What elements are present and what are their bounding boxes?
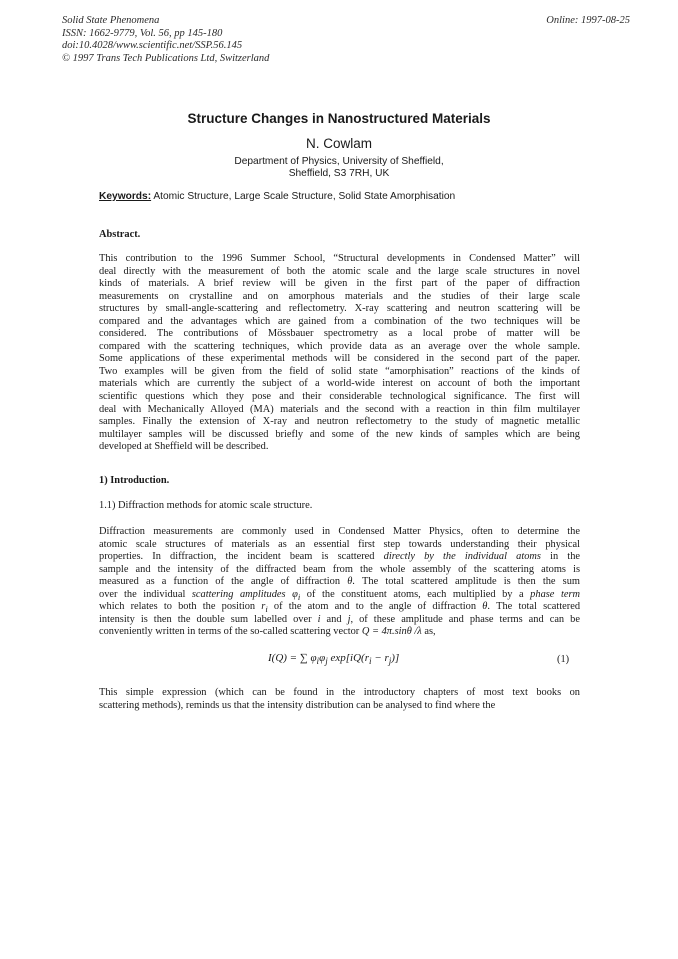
intro-subheading: 1.1) Diffraction methods for atomic scale structure. <box>99 500 313 511</box>
keywords <box>99 191 455 202</box>
text-line: considered. The contributions of Mössbauer spectrometry as a local probe of matter will be <box>99 328 580 340</box>
text-line: materials which are currently the subject of a world-wide interest on account of both the important <box>99 378 580 390</box>
text-line: measurements on crystalline and on amorphous materials and the studies of their large scale <box>99 290 580 302</box>
journal-info <box>62 15 269 65</box>
text-line: compared with the scattering techniques, which provide data as an average over the whole sample. <box>99 340 580 352</box>
text-line: which relates to both the position $r_i$ of the atom and to the angle of diffraction θ. The total scattered <box>99 601 581 615</box>
text-line: deal directly with the measurement of both the atomic scale and the large scale structures in novel <box>99 265 580 277</box>
equation-1: I(Q) = ∑ $\varphi_i\varphi_j$ $\exp[iQ(r_i - r_j)]$ <box>268 652 400 667</box>
text-line: developed at Sheffield will be described. <box>99 441 269 453</box>
affiliation-line: Department of Physics, University of Sheffield, <box>234 156 444 167</box>
journal-issn: ISSN: 1662-9779, Vol. 56, pp 145-180 <box>62 27 223 39</box>
text-line: This contribution to the 1996 Summer School, “Structural developments in Condensed Matter” will <box>99 253 580 264</box>
abstract-heading: Abstract. <box>99 229 141 240</box>
equation-number: (1) <box>557 654 570 665</box>
text-line: Diffraction measurements are commonly used in Condensed Matter Physics, often to determine the <box>99 526 580 537</box>
text-line: properties. In diffraction, the incident beam is scattered directly by the individual atoms in the <box>99 551 581 563</box>
text-line: kinds of materials. A brief review will be given in the first part of the paper of diffraction <box>99 278 580 290</box>
intro-body-continued <box>99 687 580 712</box>
paper-title: Structure Changes in Nanostructured Materials <box>187 111 491 126</box>
text-line: conveniently written in terms of the so-called scattering vector Q = 4π.sinθ /λ as, <box>99 626 436 638</box>
text-line: deal with Mechanically Alloyed (MA) materials and the second with a reaction in thin film multilayer <box>99 403 580 415</box>
keywords-label: Keywords: <box>99 191 152 202</box>
text-line: samples. Finally the extension of X-ray and neutron reflectometry to the study of magnetic metallic <box>99 416 580 428</box>
intro-body <box>99 526 580 639</box>
text-line: atomic scale structures of materials as an essential first step towards understanding their physical <box>99 538 580 550</box>
online-date: Online: 1997-08-25 <box>546 15 630 26</box>
text-line: This simple expression (which can be found in the introductory chapters of most text books on <box>99 687 580 698</box>
text-line: structures by small-angle-scattering and reflectometry. X-ray scattering and neutron scattering will be <box>99 303 580 315</box>
text-line: Some applications of these experimental methods will be considered in the second part of the paper. <box>99 353 580 365</box>
intro-heading: 1) Introduction. <box>99 475 170 486</box>
journal-copyright: © 1997 Trans Tech Publications Ltd, Switzerland <box>62 52 270 64</box>
text-line: over the individual scattering amplitudes $\varphi_i$ of the constituent atoms, each multiplied by a phase term <box>99 588 580 602</box>
journal-doi: doi:10.4028/www.scientific.net/SSP.56.145 <box>62 40 243 52</box>
text-line: Two examples will be given from the field of solid state “amorphisation” reactions of the kinds of <box>99 365 580 377</box>
text-line: multilayer samples will be discussed briefly and some of the new kinds of samples which are being <box>99 428 580 440</box>
author-affiliation <box>0 156 678 180</box>
journal-name: Solid State Phenomena <box>62 15 160 26</box>
keywords-text: Atomic Structure, Large Scale Structure, Solid State Amorphisation <box>151 191 456 202</box>
text-line: sample and the intensity of the diffracted beam from the whole assembly of the scattering atoms is <box>99 563 580 575</box>
affiliation-line: Sheffield, S3 7RH, UK <box>288 168 390 179</box>
text-line: intensity is then the double sum labelled over i and j, of these amplitude and phase terms and can be <box>99 613 580 625</box>
text-line: scattering methods), reminds us that the intensity distribution can be analysed to find where the <box>99 699 496 711</box>
text-line: compared and the advantages which are gained from a combination of the two techniques will be <box>99 315 580 327</box>
abstract-body <box>99 253 580 454</box>
paper-author: N. Cowlam <box>305 136 372 151</box>
text-line: scientific questions which they pose and their considerable technological significance. The first will <box>99 391 580 403</box>
text-line: measured as a function of the angle of diffraction θ. The total scattered amplitude is then the sum <box>99 576 580 588</box>
